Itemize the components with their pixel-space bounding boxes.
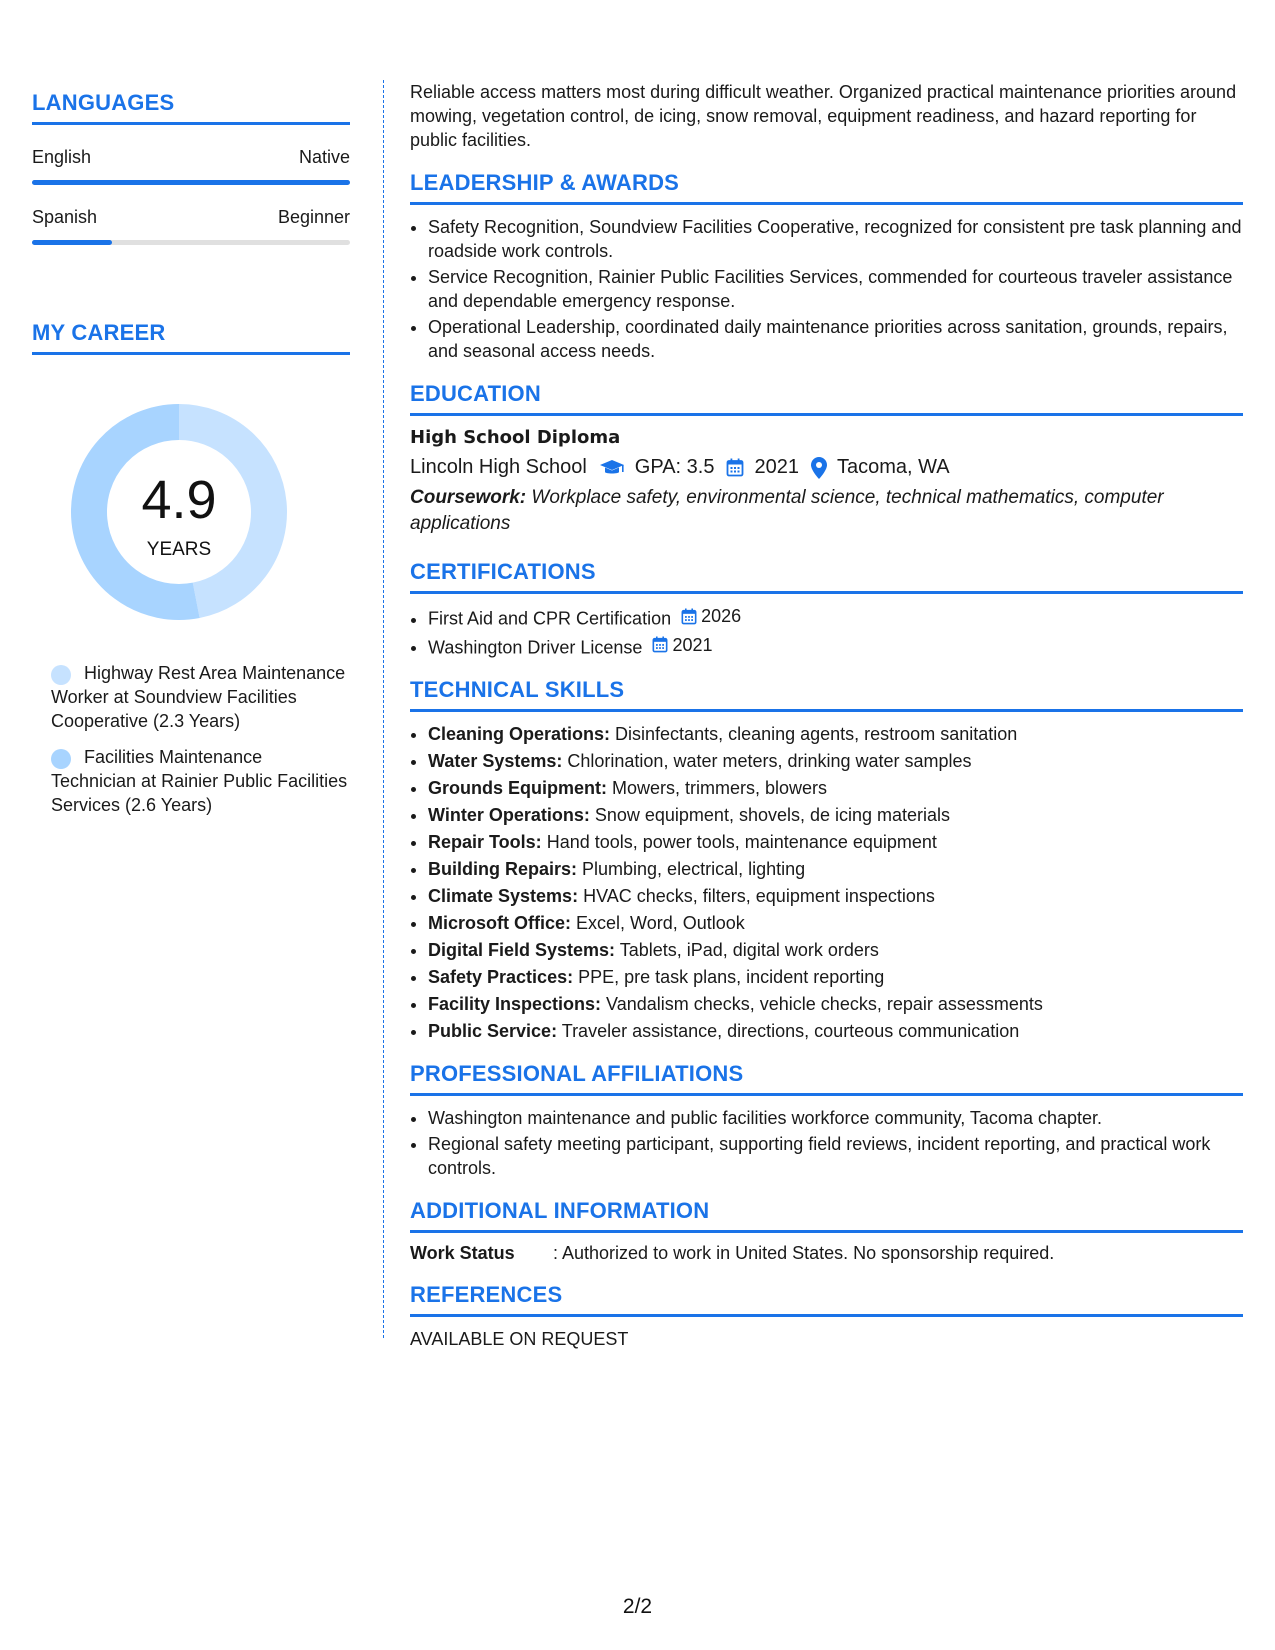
left-column <box>32 90 350 829</box>
leadership-section <box>410 170 1243 363</box>
certification-item <box>428 604 1243 631</box>
skill-value: PPE, pre task plans, incident reporting <box>573 967 885 987</box>
skills-list <box>410 722 1243 1043</box>
languages-title: LANGUAGES <box>32 90 350 125</box>
skill-label: Digital Field Systems: <box>428 940 616 960</box>
career-item-text: Facilities Maintenance Technician at Rainier Public Facilities Services (2.6 Years) <box>51 747 348 815</box>
skill-value: HVAC checks, filters, equipment inspections <box>578 886 935 906</box>
skill-value: Mowers, trimmers, blowers <box>607 778 828 798</box>
right-column <box>410 80 1243 1350</box>
certifications-title: CERTIFICATIONS <box>410 559 1243 594</box>
calendar-icon <box>726 458 744 477</box>
education-degree: High School Diploma <box>410 427 621 448</box>
education-location: Tacoma, WA <box>836 456 950 478</box>
references-title: REFERENCES <box>410 1282 1243 1317</box>
language-item <box>32 147 350 185</box>
affiliations-section <box>410 1061 1243 1180</box>
language-level: Native <box>298 147 350 167</box>
skill-item <box>428 992 1243 1016</box>
skill-label: Cleaning Operations: <box>428 724 611 744</box>
certification-item <box>428 633 1243 660</box>
leadership-item: • Operational Leadership, coordinated daily maintenance priorities across sanitation, grounds, repairs, and seasonal access needs. <box>428 315 1243 363</box>
additional-section <box>410 1198 1243 1264</box>
education-gpa: GPA: 3.5 <box>634 456 715 478</box>
coursework-label: Coursework: <box>410 487 527 508</box>
calendar-icon <box>652 636 668 653</box>
career-dot-icon <box>51 749 71 769</box>
page-number: 2/2 <box>622 1595 653 1618</box>
affiliations-list <box>410 1106 1243 1180</box>
skill-label: Building Repairs: <box>428 859 578 879</box>
certification-year: 2021 <box>672 634 713 655</box>
career-total-years: 4.9 <box>141 470 217 530</box>
location-pin-icon <box>811 457 827 479</box>
affiliation-item: • Regional safety meeting participant, supporting field reviews, incident reporting, and practical work controls. <box>428 1132 1243 1180</box>
skill-label: Winter Operations: <box>428 805 590 825</box>
skill-item <box>428 911 1243 935</box>
career-item-text: Highway Rest Area Maintenance Worker at Soundview Facilities Cooperative (2.3 Years) <box>51 663 346 731</box>
education-school: Lincoln High School <box>410 456 587 478</box>
skills-title: TECHNICAL SKILLS <box>410 677 1243 712</box>
summary-text: Reliable access matters most during difficult weather. Organized practical maintenance priorities around mowing, vegetation control, de icing, snow removal, equipment readiness, and hazard reporting for public facilities. <box>410 82 1237 150</box>
career-list <box>32 661 350 817</box>
career-dot-icon <box>51 665 71 685</box>
leadership-item: • Safety Recognition, Soundview Facilities Cooperative, recognized for consistent pre task planning and roadside work controls. <box>428 215 1243 263</box>
coursework-text: Workplace safety, environmental science, technical mathematics, computer applications <box>410 487 1164 534</box>
language-proficiency-fill <box>32 180 350 185</box>
skill-label: Facility Inspections: <box>428 994 602 1014</box>
skill-label: Climate Systems: <box>428 886 579 906</box>
certification-name: Washington Driver License <box>428 637 643 657</box>
education-year: 2021 <box>754 456 799 478</box>
career-title: MY CAREER <box>32 320 350 355</box>
references-text: AVAILABLE ON REQUEST <box>410 1329 629 1349</box>
language-name: Spanish <box>32 207 98 227</box>
skill-value: Plumbing, electrical, lighting <box>577 859 806 879</box>
additional-title: ADDITIONAL INFORMATION <box>410 1198 1243 1233</box>
skill-value: Tablets, iPad, digital work orders <box>615 940 879 960</box>
work-status-row <box>410 1243 1243 1264</box>
skill-label: Public Service: <box>428 1021 558 1041</box>
career-total-unit: YEARS <box>146 539 212 560</box>
skill-item <box>428 803 1243 827</box>
skill-item <box>428 749 1243 773</box>
graduation-cap-icon <box>599 459 625 477</box>
certifications-section <box>410 559 1243 659</box>
skills-section <box>410 677 1243 1043</box>
education-title: EDUCATION <box>410 381 1243 416</box>
skill-item <box>428 938 1243 962</box>
skill-item <box>428 830 1243 854</box>
education-section <box>410 381 1243 537</box>
certification-year: 2026 <box>701 606 742 626</box>
language-name: English <box>32 147 92 167</box>
skill-label: Grounds Equipment: <box>428 778 607 798</box>
skill-item <box>428 884 1243 908</box>
language-level: Beginner <box>277 207 350 227</box>
language-item <box>32 207 350 245</box>
skill-label: Safety Practices: <box>428 967 574 987</box>
career-item <box>51 745 350 817</box>
skill-item <box>428 722 1243 746</box>
skill-value: Snow equipment, shovels, de icing materials <box>589 805 951 825</box>
work-status-value: : Authorized to work in United States. No sponsorship required. <box>553 1243 1055 1263</box>
certifications-list <box>410 604 1243 659</box>
references-section <box>410 1282 1243 1350</box>
skill-label: Microsoft Office: <box>428 913 572 933</box>
education-coursework <box>410 485 1243 537</box>
work-status-label: Work Status <box>410 1243 515 1263</box>
skill-value: Chlorination, water meters, drinking water samples <box>562 751 972 771</box>
language-proficiency-bar <box>32 180 350 185</box>
skill-value: Traveler assistance, directions, courteous communication <box>557 1021 1020 1041</box>
skill-value: Disinfectants, cleaning agents, restroom sanitation <box>610 724 1018 744</box>
affiliation-item: • Washington maintenance and public facilities workforce community, Tacoma chapter. <box>428 1106 1243 1130</box>
affiliations-title: PROFESSIONAL AFFILIATIONS <box>410 1061 1243 1096</box>
skill-value: Vandalism checks, vehicle checks, repair assessments <box>601 994 1043 1014</box>
column-divider <box>383 80 384 1338</box>
calendar-icon <box>681 608 697 625</box>
language-proficiency-bar <box>32 240 350 245</box>
leadership-list <box>410 215 1243 363</box>
skill-item <box>428 1019 1243 1043</box>
education-details <box>410 456 1243 479</box>
skill-value: Hand tools, power tools, maintenance equipment <box>541 832 937 852</box>
career-donut-chart <box>66 399 292 625</box>
skill-item <box>428 857 1243 881</box>
skill-label: Water Systems: <box>428 751 563 771</box>
leadership-title: LEADERSHIP & AWARDS <box>410 170 1243 205</box>
skill-label: Repair Tools: <box>428 832 542 852</box>
language-proficiency-fill <box>32 240 112 245</box>
skill-item <box>428 965 1243 989</box>
career-item <box>51 661 350 733</box>
leadership-item: • Service Recognition, Rainier Public Facilities Services, commended for courteous traveler assistance and dependable emergency response. <box>428 265 1243 313</box>
skill-item <box>428 776 1243 800</box>
skill-value: Excel, Word, Outlook <box>571 913 745 933</box>
certification-name: First Aid and CPR Certification <box>428 608 672 629</box>
